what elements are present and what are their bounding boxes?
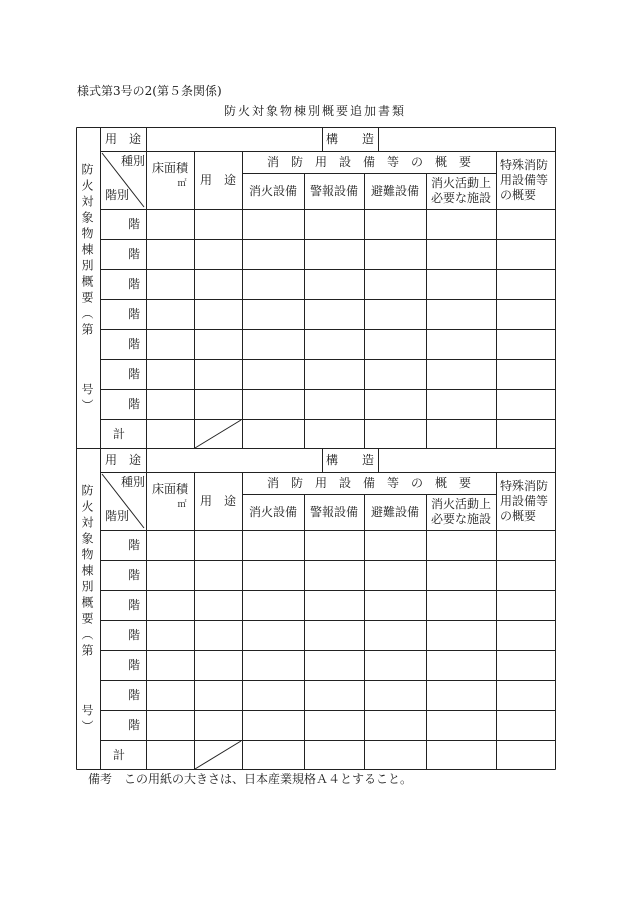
floor-row-label-text: 階 xyxy=(127,657,140,672)
shoka-katsudo-header xyxy=(430,175,492,207)
floor-row-label xyxy=(122,209,146,239)
floor-row-label-text: 階 xyxy=(127,627,140,642)
kouzou-label-text: 構 造 xyxy=(325,452,374,467)
floor-row-label xyxy=(122,680,146,710)
unit-label xyxy=(172,177,192,191)
floor-row-label-text: 階 xyxy=(127,306,140,321)
keiho-header-text: 警報設備 xyxy=(309,183,358,198)
shubetsu-label xyxy=(118,153,148,169)
shoka-katsudo-header-text: 消火活動上必要な施設 xyxy=(430,497,491,526)
yukamenseki-label-text: 床面積 xyxy=(151,481,188,496)
total-row-label xyxy=(104,740,134,770)
tokushu-header xyxy=(500,153,552,207)
hinan-header-text: 避難設備 xyxy=(370,183,419,198)
yukamenseki-label xyxy=(146,478,194,500)
tokushu-header-text: 特殊消防用設備等の概要 xyxy=(500,478,549,523)
floor-row-label-text: 階 xyxy=(127,537,140,552)
keiho-header xyxy=(304,173,364,209)
shoka-header xyxy=(242,173,304,209)
kouzou-label-text: 構 造 xyxy=(325,131,374,146)
building-summary-block-1 xyxy=(76,127,556,448)
floor-row-label xyxy=(122,359,146,389)
hinan-header xyxy=(364,173,426,209)
form-number: 様式第3号の2(第５条関係) xyxy=(77,84,222,98)
floor-row-label-text: 階 xyxy=(127,687,140,702)
shobo-header-text: 消 防 用 設 備 等 の 概 要 xyxy=(266,154,471,169)
floor-row-label xyxy=(122,620,146,650)
youto-header xyxy=(194,151,242,209)
hinan-header-text: 避難設備 xyxy=(370,504,419,519)
document-title: 防火対象物棟別概要追加書類 xyxy=(223,104,406,118)
unit-label-text: ㎡ xyxy=(177,178,187,189)
floor-row-label-text: 階 xyxy=(127,366,140,381)
shobo-header xyxy=(242,472,496,494)
hinan-header xyxy=(364,494,426,530)
floor-row-label-text: 階 xyxy=(127,717,140,732)
floor-row-label-text: 階 xyxy=(127,276,140,291)
side-label: 防火対象物棟別概要（第 xyxy=(80,484,94,660)
yukamenseki-label-text: 床面積 xyxy=(151,160,188,175)
shoka-katsudo-header xyxy=(430,496,492,528)
shobo-header-text: 消 防 用 設 備 等 の 概 要 xyxy=(266,475,471,490)
floor-row-label-text: 階 xyxy=(127,216,140,231)
total-row-label-text: 計 xyxy=(112,426,125,441)
floor-row-label xyxy=(122,590,146,620)
total-diagonal xyxy=(195,420,241,448)
floor-row-label-text: 階 xyxy=(127,597,140,612)
floor-row-label xyxy=(122,299,146,329)
kouzou-label xyxy=(322,448,378,472)
side-label: 防火対象物棟別概要（第 xyxy=(80,163,94,339)
shoka-header-text: 消火設備 xyxy=(248,504,297,519)
shubetsu-label-text: 種別 xyxy=(120,474,145,489)
keiho-header-text: 警報設備 xyxy=(309,504,358,519)
youto-label-text: 用 途 xyxy=(104,452,141,467)
kouzou-label xyxy=(322,127,378,151)
floor-row-label xyxy=(122,389,146,419)
tokushu-header-text: 特殊消防用設備等の概要 xyxy=(500,157,549,202)
floor-row-label-text: 階 xyxy=(127,396,140,411)
youto-header-text: 用 途 xyxy=(199,172,236,187)
floor-row-label-text: 階 xyxy=(127,567,140,582)
tokushu-header xyxy=(500,474,552,528)
unit-label-text: ㎡ xyxy=(177,499,187,510)
floor-row-label xyxy=(122,329,146,359)
floor-row-label xyxy=(122,710,146,740)
shubetsu-label xyxy=(118,474,148,490)
shubetsu-label-text: 種別 xyxy=(120,153,145,168)
youto-label xyxy=(100,448,146,472)
floor-row-label xyxy=(122,239,146,269)
keiho-header xyxy=(304,494,364,530)
kaibetsu-label xyxy=(102,508,132,524)
floor-row-label xyxy=(122,269,146,299)
building-summary-block-2 xyxy=(76,448,556,769)
kaibetsu-label-text: 階別 xyxy=(104,508,129,523)
floor-row-label-text: 階 xyxy=(127,246,140,261)
youto-label xyxy=(100,127,146,151)
kaibetsu-label xyxy=(102,187,132,203)
shoka-header-text: 消火設備 xyxy=(248,183,297,198)
floor-row-label xyxy=(122,560,146,590)
shoka-header xyxy=(242,494,304,530)
yukamenseki-label xyxy=(146,157,194,179)
unit-label xyxy=(172,498,192,512)
side-label-go: 号） xyxy=(80,704,94,736)
youto-label-text: 用 途 xyxy=(104,131,141,146)
shoka-katsudo-header-text: 消火活動上必要な施設 xyxy=(430,176,491,205)
total-row-label-text: 計 xyxy=(112,747,125,762)
total-row-label xyxy=(104,419,134,449)
shobo-header xyxy=(242,151,496,173)
kaibetsu-label-text: 階別 xyxy=(104,187,129,202)
floor-row-label-text: 階 xyxy=(127,336,140,351)
floor-row-label xyxy=(122,530,146,560)
total-diagonal xyxy=(195,741,241,769)
youto-header-text: 用 途 xyxy=(199,493,236,508)
youto-header xyxy=(194,472,242,530)
remarks-note: 備考 この用紙の大きさは、日本産業規格Ａ４とすること。 xyxy=(88,772,413,786)
side-label-go: 号） xyxy=(80,383,94,415)
floor-row-label xyxy=(122,650,146,680)
